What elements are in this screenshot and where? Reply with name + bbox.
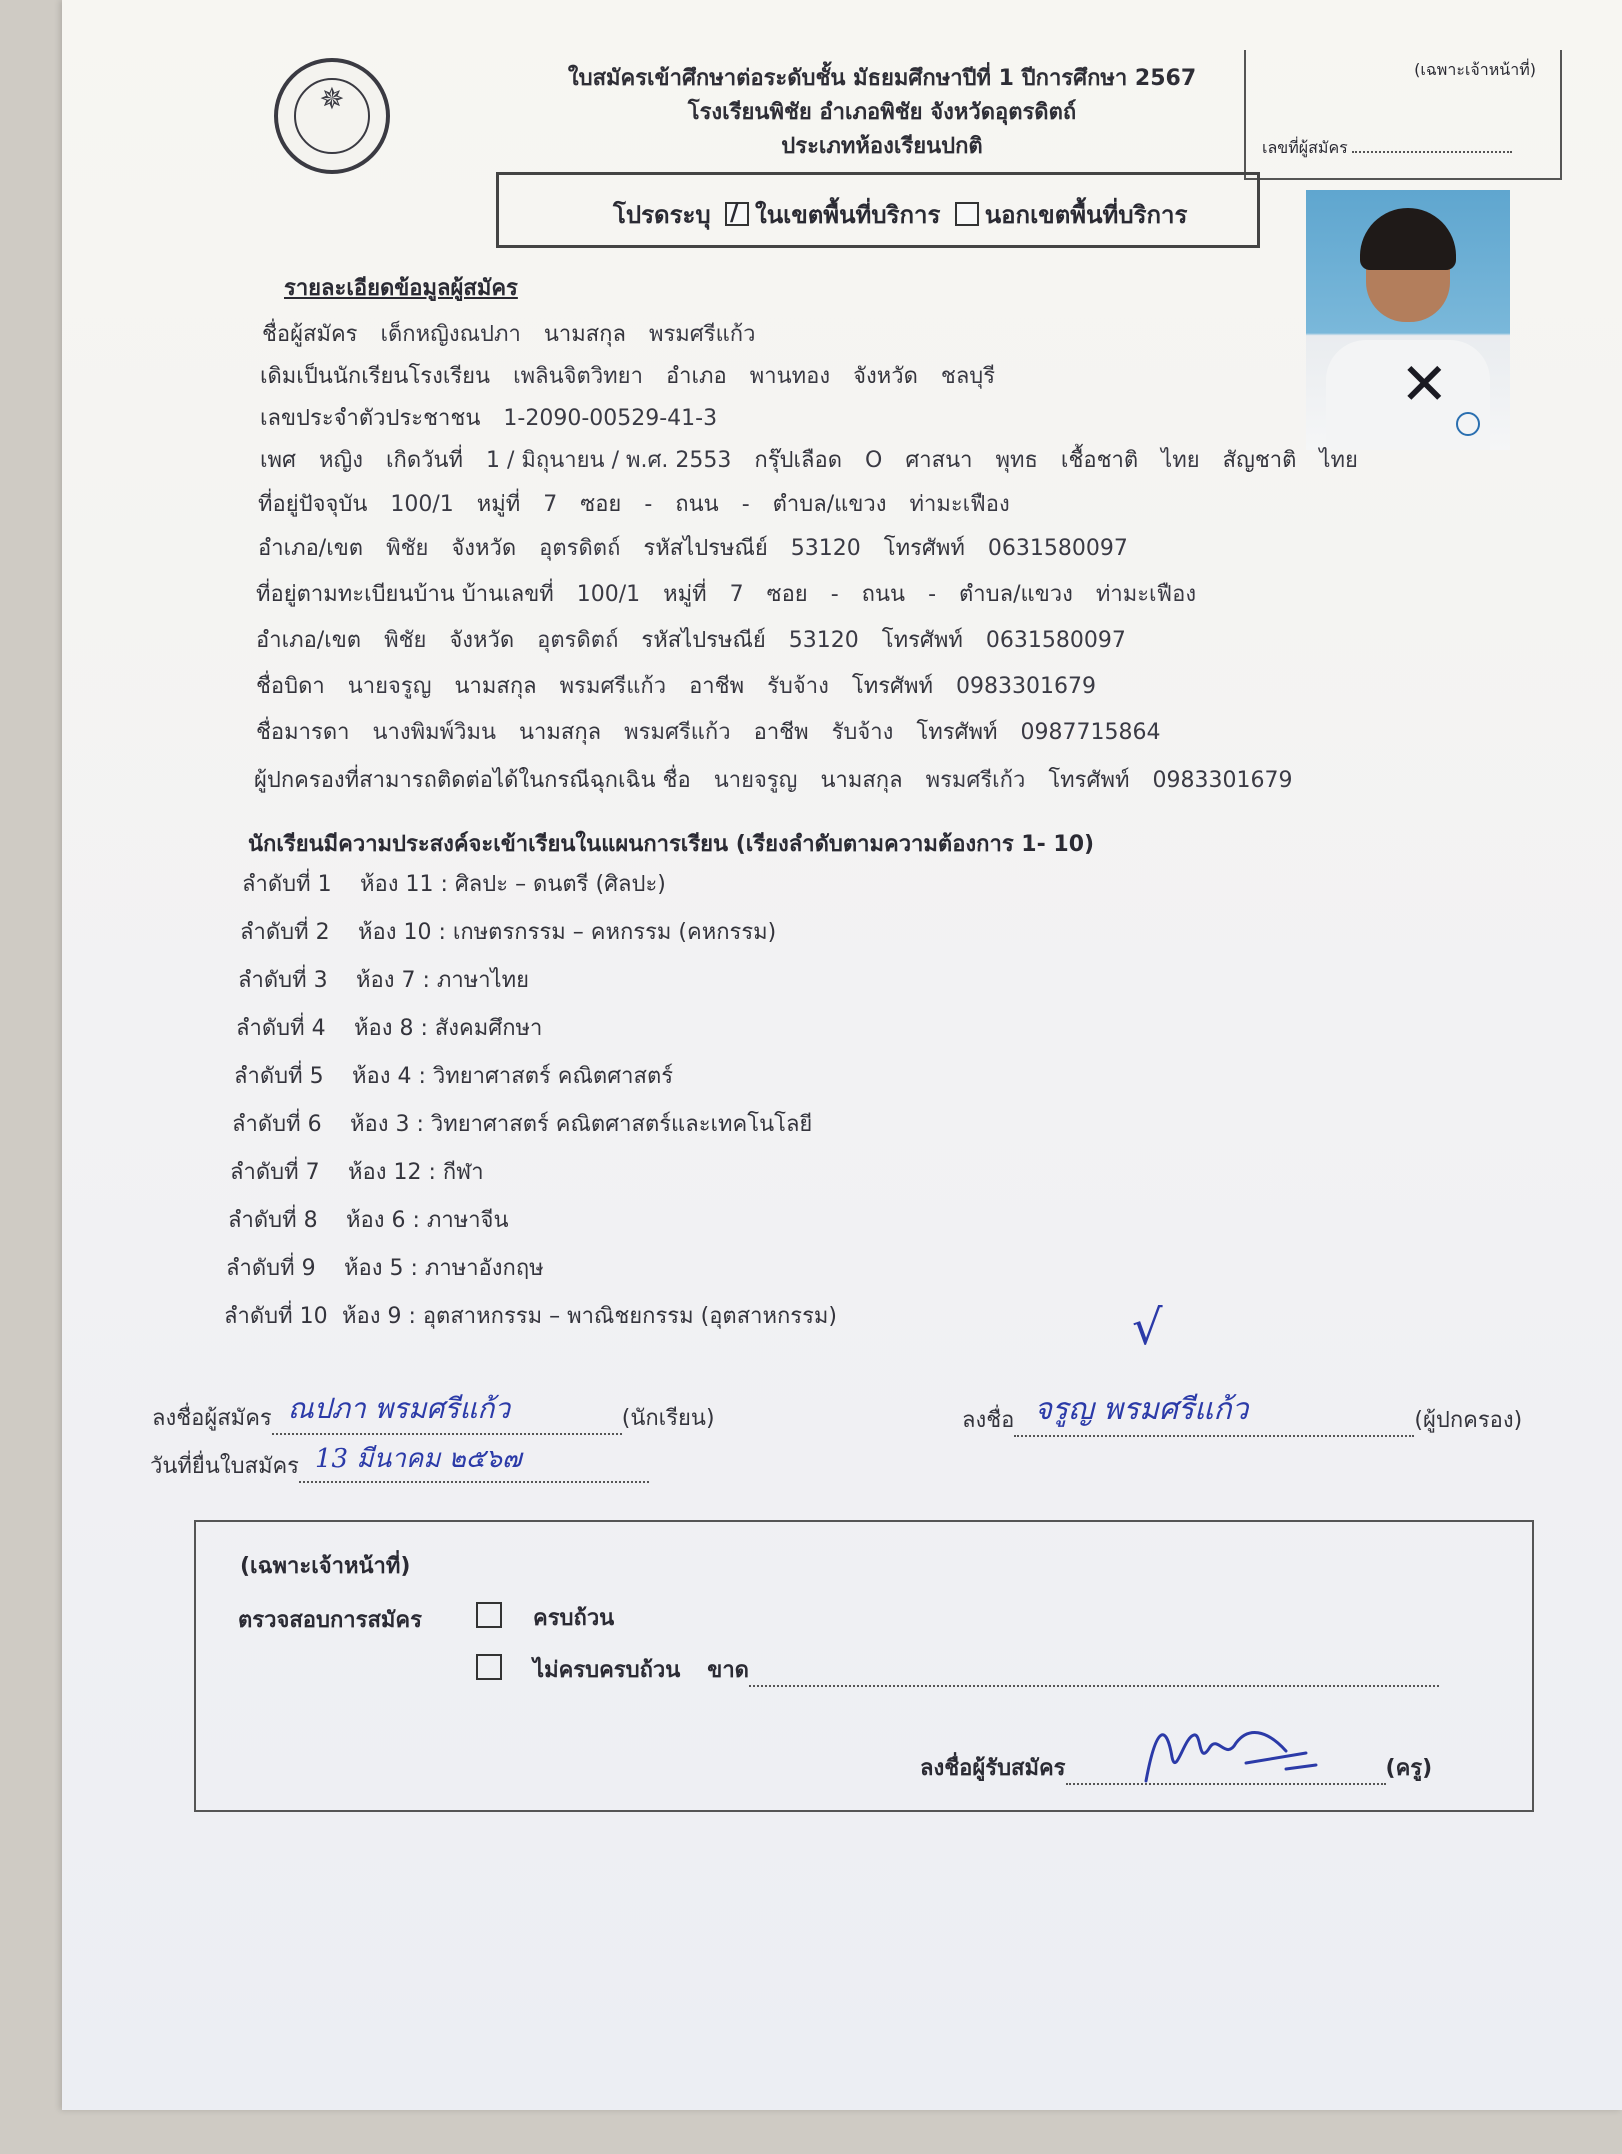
guardian-signature-row — [962, 1392, 1523, 1437]
application-date-row — [150, 1444, 649, 1483]
preference-item: ลำดับที่ 2 ห้อง 10 : เกษตรกรรม – คหกรรม (คหกรรม) — [240, 920, 777, 945]
photo-badge-icon — [1456, 412, 1480, 436]
photo-hair — [1360, 208, 1456, 270]
preference-item: ลำดับที่ 3 ห้อง 7 : ภาษาไทย — [238, 968, 530, 993]
title-line-3: ประเภทห้องเรียนปกติ — [781, 134, 983, 159]
personal-row: เพศ หญิง เกิดวันที่ 1 / มิถุนายน / พ.ศ. 2553 กรุ๊ปเลือด O ศาสนา พุทธ เชื้อชาติ ไทย สัญชาติ ไทย — [260, 448, 1358, 473]
missing-items-field[interactable] — [749, 1685, 1439, 1687]
emblem-icon: ✵ — [319, 82, 345, 117]
incomplete-option — [476, 1652, 1439, 1687]
complete-option — [476, 1600, 614, 1635]
preference-item: ลำดับที่ 10 ห้อง 9 : อุตสาหกรรม – พาณิชยกรรม (อุตสาหกรรม) — [224, 1304, 838, 1329]
applicant-name: เด็กหญิงณปภา — [380, 322, 521, 347]
registered-address-row-2: อำเภอ/เขต พิชัย จังหวัด อุตรดิตถ์ รหัสไปรษณีย์ 53120 โทรศัพท์ 0631580097 — [256, 628, 1126, 653]
missing-label: ขาด — [707, 1658, 749, 1683]
in-area-label: ในเขตพื้นที่บริการ — [754, 201, 941, 229]
officer-box — [1244, 50, 1562, 180]
father-row: ชื่อบิดา นายจรูญ นามสกุล พรมศรีแก้ว อาชีพ รับจ้าง โทรศัพท์ 0983301679 — [256, 674, 1096, 699]
out-area-checkbox[interactable] — [955, 202, 979, 226]
prev-school-row: เดิมเป็นนักเรียนโรงเรียน เพลินจิตวิทยา อำเภอ พานทอง จังหวัด ชลบุรี — [260, 364, 996, 389]
guardian-signature-field[interactable] — [1014, 1392, 1414, 1437]
preference-item: ลำดับที่ 5 ห้อง 4 : วิทยาศาสตร์ คณิตศาสตร์ — [234, 1064, 674, 1089]
current-address-row-2: อำเภอ/เขต พิชัย จังหวัด อุตรดิตถ์ รหัสไปรษณีย์ 53120 โทรศัพท์ 0631580097 — [258, 536, 1128, 561]
guardian-signature-label: ลงชื่อ — [962, 1408, 1015, 1433]
title-line-1: ใบสมัครเข้าศึกษาต่อระดับชั้น มัธยมศึกษาปีที่ 1 ปีการศึกษา 2567 — [567, 66, 1197, 91]
out-area-label: นอกเขตพื้นที่บริการ — [984, 201, 1188, 229]
staff-only-title: (เฉพาะเจ้าหน้าที่) — [240, 1554, 411, 1579]
mother-row: ชื่อมารดา นางพิมพ์วิมน นามสกุล พรมศรีแก้ว อาชีพ รับจ้าง โทรศัพท์ 0987715864 — [256, 720, 1161, 745]
officer-only-label: (เฉพาะเจ้าหน้าที่) — [1414, 60, 1536, 79]
applicant-signature-field[interactable] — [272, 1392, 622, 1435]
incomplete-checkbox[interactable] — [476, 1654, 502, 1680]
preference-item: ลำดับที่ 4 ห้อง 8 : สังคมศึกษา — [236, 1016, 543, 1041]
staff-only-box — [194, 1520, 1534, 1812]
form-title — [522, 62, 1242, 164]
check-application-label: ตรวจสอบการสมัคร — [238, 1608, 422, 1633]
application-date-label: วันที่ยื่นใบสมัคร — [150, 1454, 299, 1479]
receiver-signature-row — [920, 1750, 1432, 1785]
preference-item: ลำดับที่ 7 ห้อง 12 : กีฬา — [230, 1160, 484, 1185]
name-row: ชื่อผู้สมัคร เด็กหญิงณปภา นามสกุล พรมศรีแก้ว — [262, 322, 756, 347]
applicant-signature-row — [152, 1392, 715, 1435]
in-area-checkbox[interactable] — [725, 202, 749, 226]
applicant-number-label: เลขที่ผู้สมัคร — [1262, 138, 1348, 157]
application-date-field[interactable] — [299, 1444, 649, 1483]
guardian-row: ผู้ปกครองที่สามารถติดต่อได้ในกรณีฉุกเฉิน ชื่อ นายจรูญ นามสกุล พรมศรีเก้ว โทรศัพท์ 0983301679 — [254, 768, 1293, 793]
applicant-signature-label: ลงชื่อผู้สมัคร — [152, 1406, 272, 1431]
service-area-box — [496, 172, 1260, 248]
preference-item: ลำดับที่ 8 ห้อง 6 : ภาษาจีน — [228, 1208, 509, 1233]
citizen-id: 1-2090-00529-41-3 — [503, 406, 718, 431]
id-row: เลขประจำตัวประชาชน 1-2090-00529-41-3 — [260, 406, 718, 431]
complete-label: ครบถ้วน — [533, 1606, 615, 1631]
service-area-label: โปรดระบุ — [613, 201, 711, 229]
complete-checkbox[interactable] — [476, 1602, 502, 1628]
registered-address-row: ที่อยู่ตามทะเบียนบ้าน บ้านเลขที่ 100/1 หมู่ที่ 7 ซอย - ถนน - ตำบล/แขวง ท่ามะเฟือง — [256, 582, 1197, 607]
preference-item: ลำดับที่ 1 ห้อง 11 : ศิลปะ – ดนตรี (ศิลปะ) — [242, 872, 666, 897]
guardian-suffix: (ผู้ปกครอง) — [1414, 1408, 1523, 1433]
applicant-number-field[interactable] — [1262, 136, 1512, 161]
application-form-paper — [62, 0, 1622, 2110]
teacher-suffix: (ครู) — [1385, 1756, 1433, 1781]
applicant-surname: พรมศรีแก้ว — [648, 322, 756, 347]
guardian-signature: จรูญ พรมศรีแก้ว — [1034, 1392, 1249, 1427]
applicant-number-blank[interactable] — [1352, 151, 1512, 153]
receiver-signature-label: ลงชื่อผู้รับสมัคร — [920, 1756, 1066, 1781]
preferences-title: นักเรียนมีความประสงค์จะเข้าเรียนในแผนการเรียน (เรียงลำดับตามความต้องการ 1- 10) — [248, 832, 1095, 857]
section-title: รายละเอียดข้อมูลผู้สมัคร — [284, 276, 518, 301]
applicant-signature: ณปภา พรมศรีแก้ว — [287, 1392, 511, 1425]
photo-tie-icon: ✕ — [1400, 350, 1449, 418]
preference-item: ลำดับที่ 9 ห้อง 5 : ภาษาอังกฤษ — [226, 1256, 544, 1281]
school-logo — [274, 58, 390, 174]
receiver-signature-scribble — [1136, 1717, 1326, 1787]
preference-item: ลำดับที่ 6 ห้อง 3 : วิทยาศาสตร์ คณิตศาสตร์และเทคโนโลยี — [232, 1112, 813, 1137]
student-suffix: (นักเรียน) — [621, 1406, 715, 1431]
incomplete-label: ไม่ครบครบถ้วน — [533, 1658, 681, 1683]
applicant-photo — [1306, 190, 1510, 450]
application-date-value: 13 มีนาคม ๒๕๖๗ — [315, 1444, 522, 1474]
current-address-row: ที่อยู่ปัจจุบัน 100/1 หมู่ที่ 7 ซอย - ถนน - ตำบล/แขวง ท่ามะเฟือง — [258, 492, 1010, 517]
guardian-initial-mark: √ — [1132, 1300, 1163, 1356]
title-line-2: โรงเรียนพิชัย อำเภอพิชัย จังหวัดอุตรดิตถ์ — [687, 100, 1077, 125]
receiver-signature-field[interactable] — [1066, 1783, 1386, 1785]
